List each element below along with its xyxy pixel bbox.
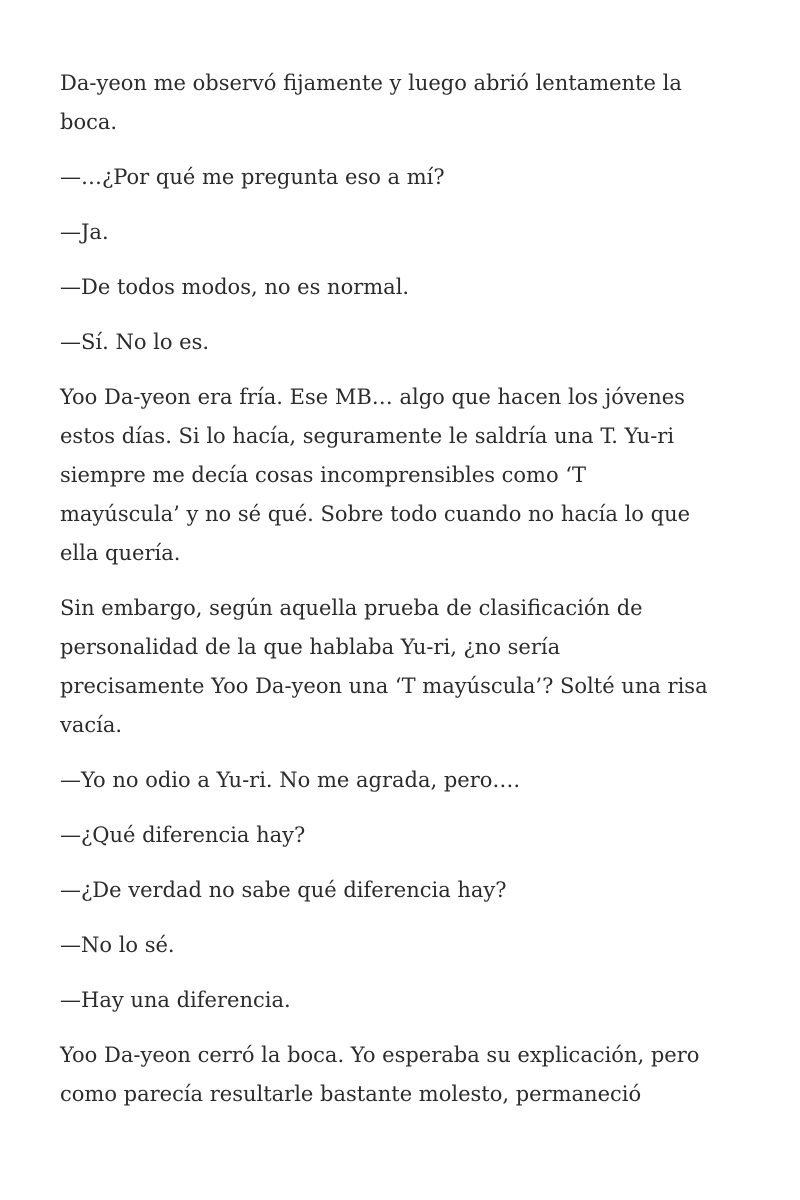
text-line: —Yo no odio a Yu-ri. No me agrada, pero…. xyxy=(60,768,521,792)
dialogue-line xyxy=(60,926,750,965)
text-line: —Sí. No lo es. xyxy=(60,330,210,354)
paragraph xyxy=(60,64,750,142)
paragraph xyxy=(60,1036,750,1114)
dialogue-line xyxy=(60,268,750,307)
text-line: personalidad de la que hablaba Yu-ri, ¿no sería xyxy=(60,635,561,659)
dialogue-line xyxy=(60,323,750,362)
paragraph xyxy=(60,378,750,573)
text-line: —No lo sé. xyxy=(60,933,175,957)
text-line: —Hay una diferencia. xyxy=(60,988,291,1012)
text-line: ella quería. xyxy=(60,541,181,565)
text-line: siempre me decía cosas incomprensibles como ‘T xyxy=(60,463,586,487)
text-line: —¿De verdad no sabe qué diferencia hay? xyxy=(60,878,507,902)
book-page-text xyxy=(60,64,750,1130)
text-line: Sin embargo, según aquella prueba de clasificación de xyxy=(60,596,643,620)
text-line: —De todos modos, no es normal. xyxy=(60,275,410,299)
text-line: —…¿Por qué me pregunta eso a mí? xyxy=(60,165,445,189)
text-line: mayúscula’ y no sé qué. Sobre todo cuando no hacía lo que xyxy=(60,502,691,526)
text-line: Yoo Da-yeon cerró la boca. Yo esperaba su explicación, pero xyxy=(60,1043,700,1067)
text-line: Yoo Da-yeon era fría. Ese MB… algo que hacen los jóvenes xyxy=(60,385,685,409)
text-line: como parecía resultarle bastante molesto, permaneció xyxy=(60,1082,642,1106)
dialogue-line xyxy=(60,158,750,197)
text-line: estos días. Si lo hacía, seguramente le saldría una T. Yu-ri xyxy=(60,424,675,448)
dialogue-line xyxy=(60,213,750,252)
paragraph xyxy=(60,589,750,745)
text-line: boca. xyxy=(60,110,118,134)
text-line: —Ja. xyxy=(60,220,109,244)
text-line: precisamente Yoo Da-yeon una ‘T mayúscula’? Solté una risa xyxy=(60,674,708,698)
dialogue-line xyxy=(60,761,750,800)
dialogue-line xyxy=(60,981,750,1020)
text-line: Da-yeon me observó fijamente y luego abrió lentamente la xyxy=(60,71,682,95)
dialogue-line xyxy=(60,816,750,855)
dialogue-line xyxy=(60,871,750,910)
text-line: —¿Qué diferencia hay? xyxy=(60,823,306,847)
text-line: vacía. xyxy=(60,713,123,737)
